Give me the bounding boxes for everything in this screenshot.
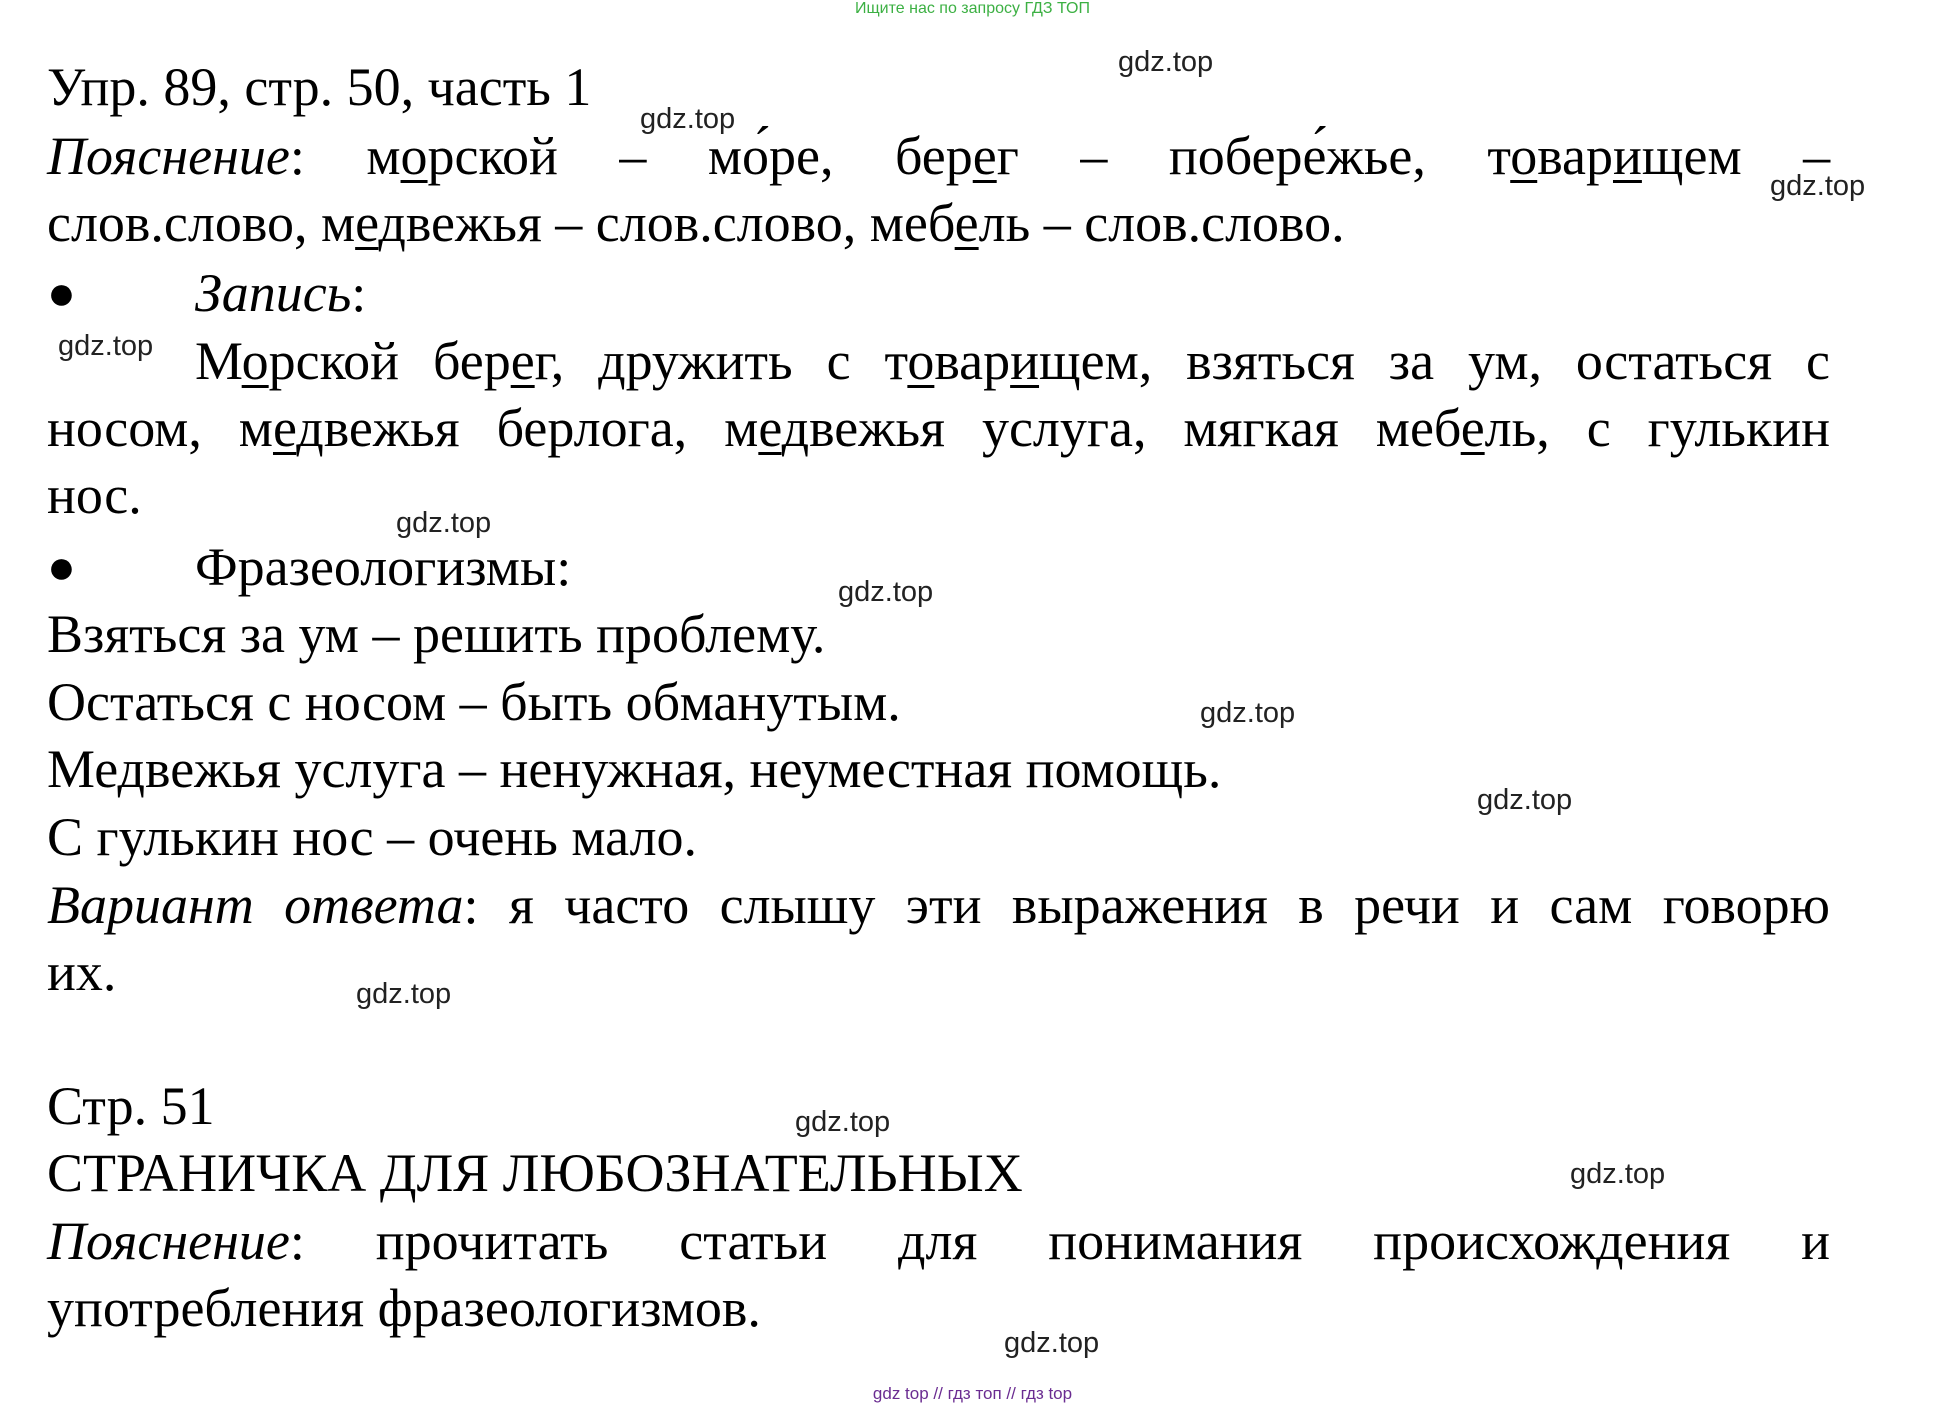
phraseologism-item: С гулькин нос – очень мало. [47, 807, 698, 867]
watermark: gdz.top [356, 978, 452, 1010]
phraseologisms-label: Фразеологизмы: [195, 537, 572, 597]
exercise-title: Упр. 89, стр. 50, часть 1 [47, 57, 592, 117]
page-heading: Стр. 51 [47, 1076, 215, 1136]
footer: gdz top // гдз топ // гдз top [872, 1384, 1073, 1403]
watermark: gdz.top [1118, 46, 1214, 78]
phraseologism-item: Медвежья услуга – ненужная, неуместная помощь. [47, 739, 1222, 799]
record-label-line: Запись: [195, 263, 367, 323]
section-explanation-line: употребления фразеологизмов. [47, 1278, 761, 1338]
record-line: носом, медвежья берлога, медвежья услуга, мягкая мебель, с гулькин [47, 398, 1830, 458]
answer-line: их. [47, 942, 117, 1002]
watermark: gdz.top [58, 330, 154, 362]
watermark: gdz.top [1770, 170, 1866, 202]
section-explanation-line: Пояснение: прочитать статьи для понимания происхождения и [47, 1211, 1830, 1271]
watermark: gdz.top [396, 507, 492, 539]
word: товарищем [1487, 126, 1742, 186]
watermark: gdz.top [1477, 784, 1573, 816]
explanation-line: слов.слово, медвежья – слов.слово, мебель – слов.слово. [47, 193, 1345, 253]
explanation-label: Пояснение [47, 1211, 290, 1271]
record-line: нос. [47, 465, 142, 525]
record-line: Морской берег, дружить с товарищем, взяться за ум, остаться с [195, 331, 1830, 391]
word: мо́ре, [707, 126, 834, 186]
watermark: gdz.top [795, 1106, 891, 1138]
bullet: ● [47, 541, 76, 594]
explanation-line: Пояснение: морской – мо́ре, берег – побере́жье, товарищем – [47, 126, 1831, 186]
record-label: Запись [195, 263, 352, 323]
explanation-label: Пояснение [47, 126, 290, 186]
watermark: gdz.top [640, 103, 736, 135]
phraseologism-item: Остаться с носом – быть обманутым. [47, 672, 901, 732]
bullet: ● [47, 267, 76, 320]
answer-line: Вариант ответа: я часто слышу эти выражения в речи и сам говорю [47, 875, 1831, 935]
section-heading: СТРАНИЧКА ДЛЯ ЛЮБОЗНАТЕЛЬНЫХ [47, 1143, 1023, 1203]
watermark: gdz.top [838, 576, 934, 608]
top-banner: Ищите нас по запросу ГДЗ ТОП [855, 0, 1090, 17]
watermark: gdz.top [1570, 1158, 1666, 1190]
phraseologism-item: Взяться за ум – решить проблему. [47, 604, 826, 664]
watermark: gdz.top [1200, 697, 1296, 729]
word: берег [895, 126, 1019, 186]
watermark: gdz.top [1004, 1327, 1100, 1359]
answer-label: Вариант ответа [47, 875, 464, 935]
word: побере́жье, [1168, 126, 1426, 186]
word: морской [366, 126, 558, 186]
